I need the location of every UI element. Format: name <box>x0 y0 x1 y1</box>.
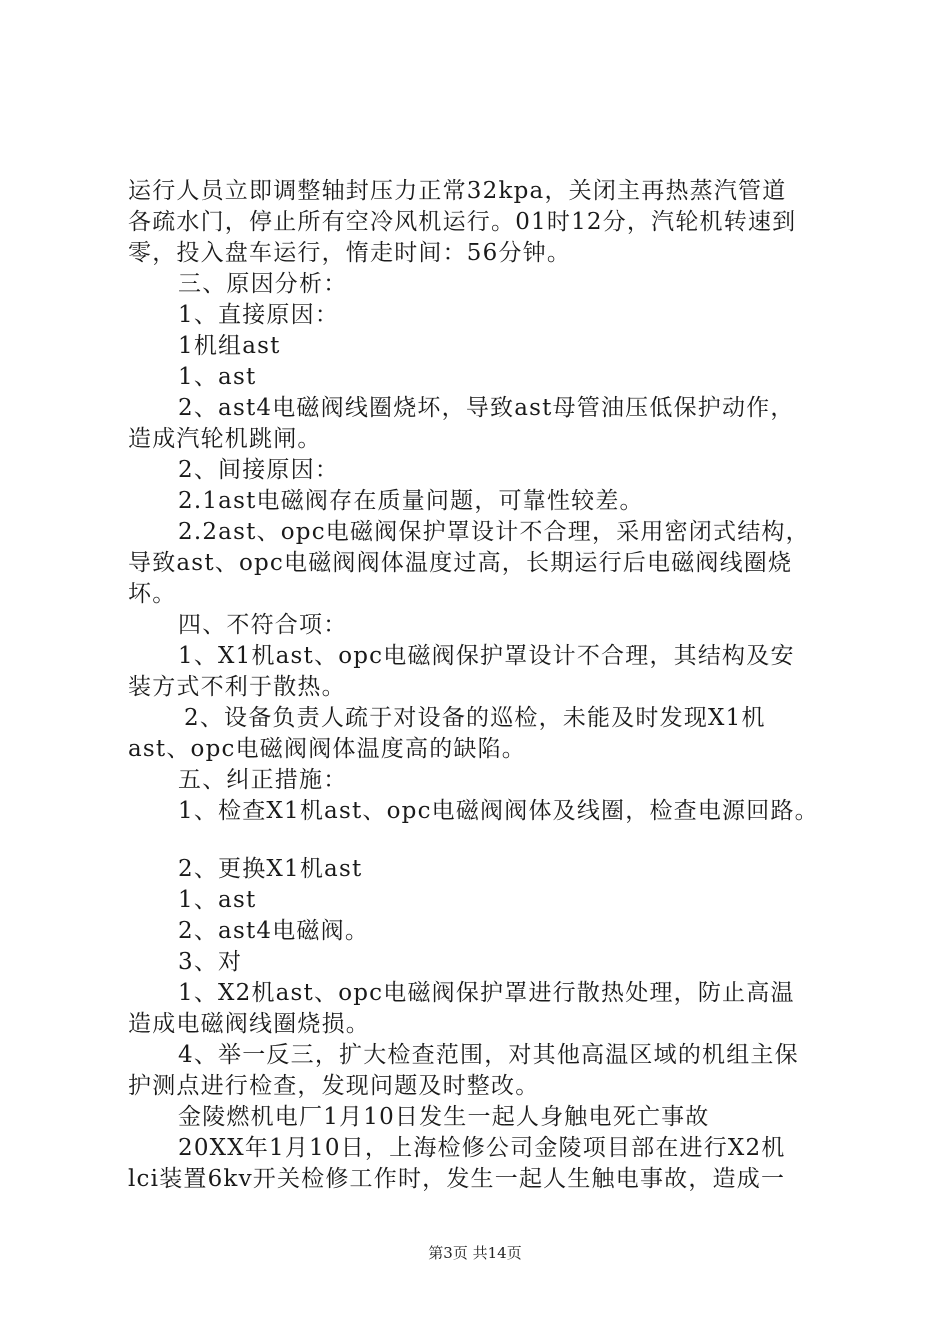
section-heading: 三、原因分析： <box>178 271 348 297</box>
text-line: 1、检查X1机ast、opc电磁阀阀体及线圈，检查电源回路。 <box>178 798 819 824</box>
text-line: 各疏水门，停止所有空冷风机运行。01时12分，汽轮机转速到 <box>128 209 797 235</box>
text-line: 1、X2机ast、opc电磁阀保护罩进行散热处理，防止高温 <box>178 980 795 1006</box>
text-line: 护测点进行检查，发现问题及时整改。 <box>128 1073 540 1099</box>
text-line: 造成汽轮机跳闸。 <box>128 426 322 452</box>
text-line: 2、更换X1机ast <box>178 856 363 882</box>
text-line: 导致ast、opc电磁阀阀体温度过高，长期运行后电磁阀线圈烧 <box>128 550 793 576</box>
section-heading: 金陵燃机电厂1月10日发生一起人身触电死亡事故 <box>178 1104 710 1130</box>
text-line: 20XX年1月10日，上海检修公司金陵项目部在进行X2机 <box>178 1135 786 1161</box>
text-line: 2、设备负责人疏于对设备的巡检，未能及时发现X1机 <box>184 705 766 731</box>
text-line: 1、ast <box>178 887 257 913</box>
section-heading: 四、不符合项： <box>178 612 348 638</box>
text-line: 装方式不利于散热。 <box>128 674 346 700</box>
text-line: 2、ast4电磁阀。 <box>178 918 370 944</box>
text-line: lci装置6kv开关检修工作时，发生一起人生触电事故，造成一 <box>128 1166 786 1192</box>
text-line: 1、直接原因： <box>178 302 340 328</box>
text-line: 1机组ast <box>178 333 281 359</box>
text-line: 2、ast4电磁阀线圈烧坏，导致ast母管油压低保护动作， <box>178 395 795 421</box>
text-line: 1、ast <box>178 364 257 390</box>
text-line: ast、opc电磁阀阀体温度高的缺陷。 <box>128 736 527 762</box>
text-line: 零，投入盘车运行，惰走时间：56分钟。 <box>128 240 572 266</box>
text-line: 3、对 <box>178 949 243 975</box>
text-line: 造成电磁阀线圈烧损。 <box>128 1011 370 1037</box>
text-line: 坏。 <box>128 581 177 607</box>
text-line: 2.2ast、opc电磁阀保护罩设计不合理，采用密闭式结构， <box>178 519 810 545</box>
page-number: 第3页 共14页 <box>428 1244 522 1262</box>
text-line: 2、间接原因： <box>178 457 340 483</box>
text-line: 1、X1机ast、opc电磁阀保护罩设计不合理，其结构及安 <box>178 643 795 669</box>
text-line: 运行人员立即调整轴封压力正常32kpa，关闭主再热蒸汽管道 <box>128 178 787 204</box>
text-line: 2.1ast电磁阀存在质量问题，可靠性较差。 <box>178 488 644 514</box>
section-heading: 五、纠正措施： <box>178 767 348 793</box>
text-line: 4、举一反三，扩大检查范围，对其他高温区域的机组主保 <box>178 1042 799 1068</box>
